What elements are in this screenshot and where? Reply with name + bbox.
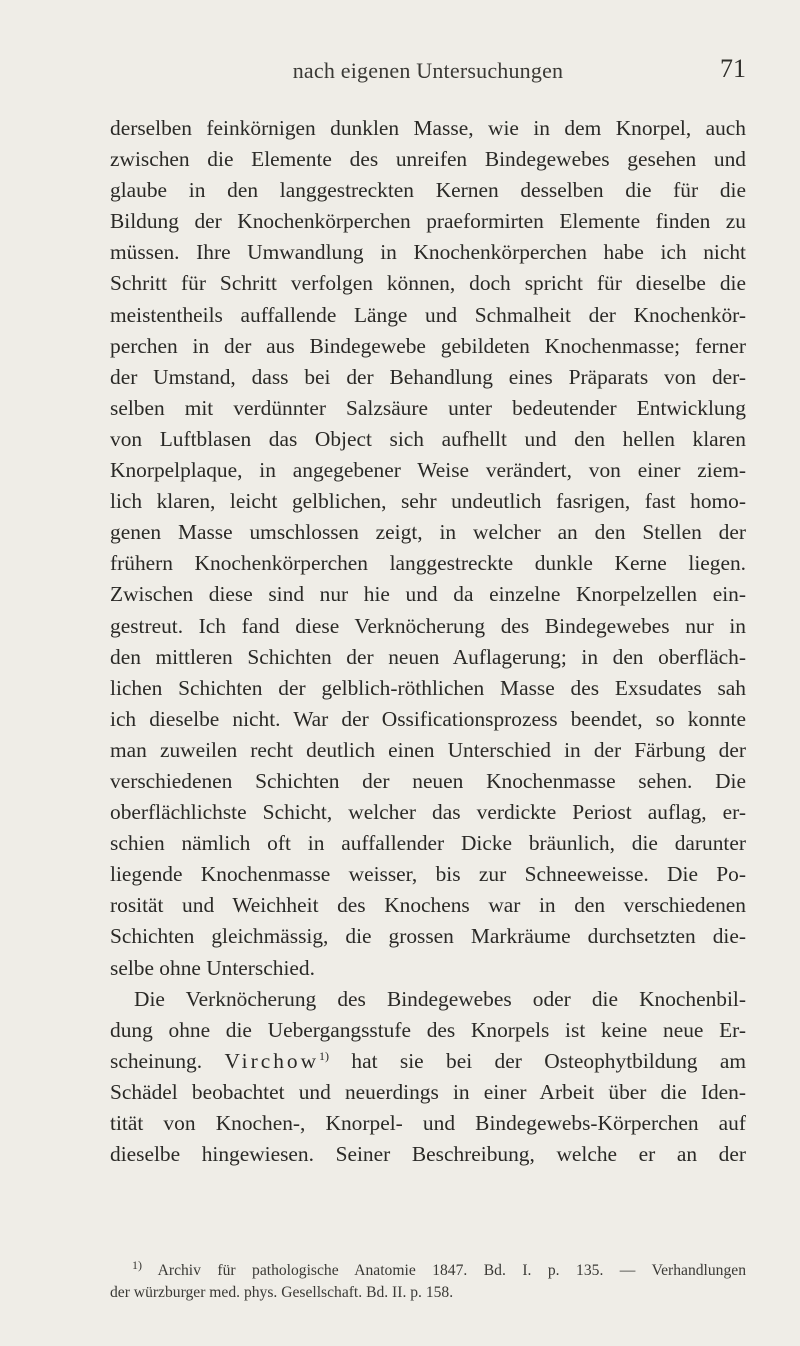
- text-line-with-citation: [110, 1046, 746, 1077]
- text-line: Bildung der Knochenkörperchen praeformirten Elemente finden zu: [110, 209, 746, 234]
- footnote-line: [110, 1260, 746, 1282]
- footnote-reference: 1): [319, 1048, 330, 1063]
- text-line: meistentheils auffallende Länge und Schmalheit der Knochenkör-: [110, 302, 746, 327]
- text-line: genen Masse umschlossen zeigt, in welcher an den Stellen der: [110, 520, 746, 545]
- text-line: selbe ohne Unterschied.: [110, 955, 315, 980]
- text-fragment: scheinung.: [110, 1048, 203, 1073]
- text-line: frühern Knochenkörperchen langgestreckte dunkle Kerne liegen.: [110, 551, 746, 576]
- text-line: dung ohne die Uebergangsstufe des Knorpels ist keine neue Er-: [110, 1017, 746, 1042]
- text-line: Zwischen diese sind nur hie und da einzelne Knorpelzellen ein-: [110, 582, 746, 607]
- text-line: lich klaren, leicht gelblichen, sehr undeutlich fasrigen, fast homo-: [110, 489, 746, 514]
- text-line: Schichten gleichmässig, die grossen Markräume durchsetzten die-: [110, 924, 746, 949]
- text-line: glaube in den langgestreckten Kernen desselben die für die: [110, 178, 746, 203]
- text-fragment: hat sie bei der Osteophytbildung am: [351, 1048, 746, 1073]
- text-line: Schritt für Schritt verfolgen können, doch spricht für dieselbe die: [110, 271, 746, 296]
- text-line: dieselbe hingewiesen. Seiner Beschreibung, welche er an der: [110, 1142, 746, 1167]
- text-line: derselben feinkörnigen dunklen Masse, wie in dem Knorpel, auch: [110, 116, 746, 140]
- text-line: Die Verknöcherung des Bindegewebes oder die Knochenbil-: [134, 986, 746, 1011]
- body-text: [110, 113, 746, 1170]
- text-line: Knorpelplaque, in angegebener Weise verändert, von einer ziem-: [110, 458, 746, 483]
- text-line: von Luftblasen das Object sich aufhellt und den hellen klaren: [110, 426, 746, 451]
- footnotes: [110, 1260, 746, 1304]
- text-line: tität von Knochen-, Knorpel- und Bindegewebs-Körperchen auf: [110, 1111, 746, 1135]
- text-line: lichen Schichten der gelblich-röthlichen Masse des Exsudates sah: [110, 675, 746, 700]
- text-line: rosität und Weichheit des Knochens war in den verschiedenen: [110, 893, 746, 918]
- text-line: der Umstand, dass bei der Behandlung eines Präparats von der-: [110, 364, 746, 389]
- text-line: Schädel beobachtet und neuerdings in einer Arbeit über die Iden-: [110, 1079, 746, 1104]
- text-line: selben mit verdünnter Salzsäure unter bedeutender Entwicklung: [110, 395, 746, 420]
- footnote-text: Archiv für pathologische Anatomie 1847. Bd. I. p. 135. — Verhandlungen: [157, 1262, 746, 1279]
- text-line: verschiedenen Schichten der neuen Knochenmasse sehen. Die: [110, 768, 746, 793]
- text-line: oberflächlichste Schicht, welcher das verdickte Periost auflag, er-: [110, 800, 746, 825]
- text-line: ich dieselbe nicht. War der Ossificationsprozess beendet, so konnte: [110, 706, 746, 731]
- text-line: perchen in der aus Bindegewebe gebildeten Knochenmasse; ferner: [110, 333, 746, 358]
- author-name: Virchow: [224, 1048, 320, 1073]
- text-line: müssen. Ihre Umwandlung in Knochenkörperchen habe ich nicht: [110, 240, 746, 265]
- text-line: liegende Knochenmasse weisser, bis zur Schneeweisse. Die Po-: [110, 862, 746, 887]
- text-line: gestreut. Ich fand diese Verknöcherung des Bindegewebes nur in: [110, 613, 746, 638]
- running-head: [110, 54, 746, 92]
- text-line: den mittleren Schichten der neuen Auflagerung; in den oberfläch-: [110, 644, 746, 669]
- text-line: zwischen die Elemente des unreifen Bindegewebes gesehen und: [110, 147, 746, 172]
- footnote-mark: 1): [132, 1260, 142, 1272]
- text-line: schien nämlich oft in auffallender Dicke bräunlich, die darunter: [110, 831, 746, 856]
- footnote-line: der würzburger med. phys. Gesellschaft. Bd. II. p. 158.: [110, 1284, 454, 1301]
- page-number: 71: [720, 54, 746, 83]
- text-line: man zuweilen recht deutlich einen Unterschied in der Färbung der: [110, 737, 746, 762]
- running-title: nach eigenen Untersuchungen: [292, 58, 564, 83]
